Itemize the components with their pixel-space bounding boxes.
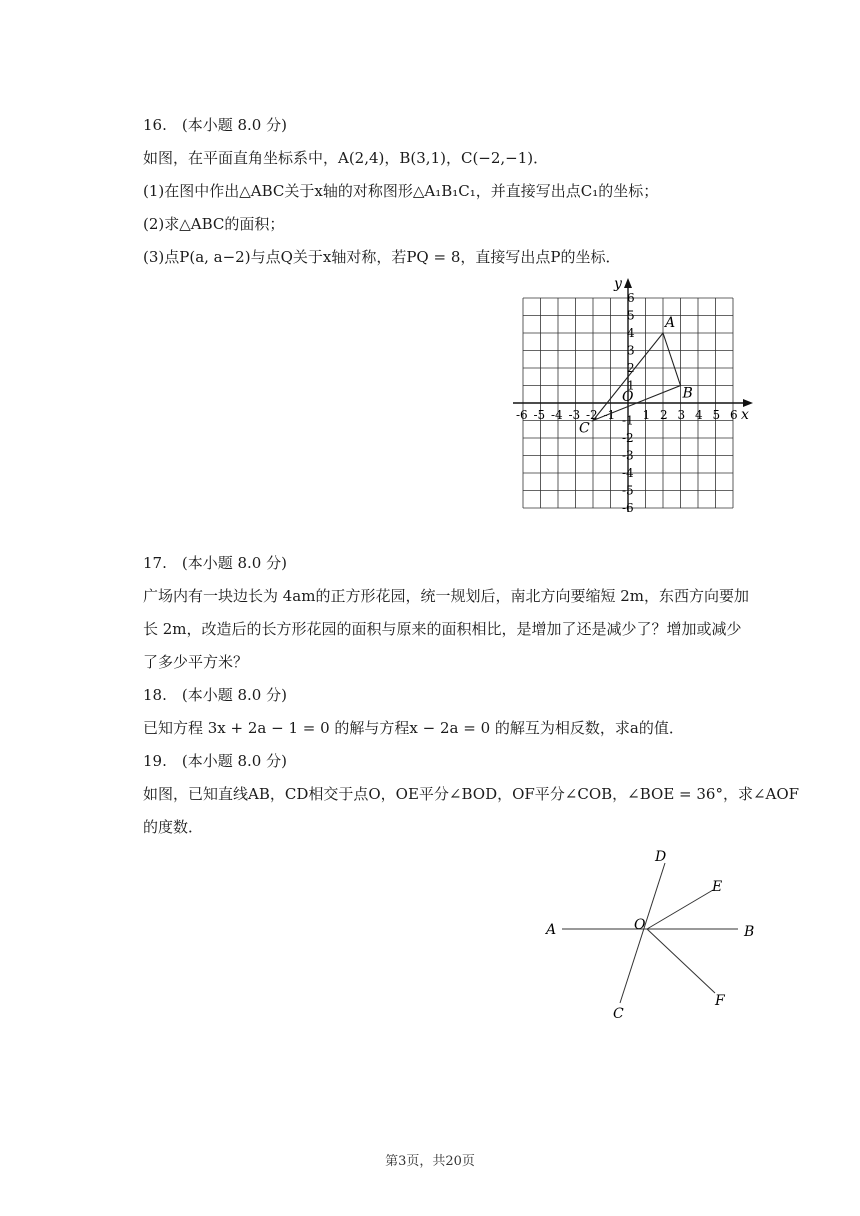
label-d: D <box>655 849 667 865</box>
x-axis-arrow <box>743 399 753 407</box>
origin-label: O <box>622 389 634 405</box>
line-cd <box>620 863 665 1003</box>
q17-header: 17. (本小题 8.0 分) <box>143 554 287 572</box>
q16-header: 16. (本小题 8.0 分) <box>143 116 287 134</box>
x-tick-label: -2 <box>586 408 598 422</box>
ray-of <box>647 929 715 993</box>
q19-line1: 如图，已知直线AB，CD相交于点O，OE平分∠BOD，OF平分∠COB，∠BOE = 36°，求∠AOF <box>143 785 800 803</box>
point-label-c: C <box>579 420 590 437</box>
q18-line1: 已知方程 3x + 2a − 1 = 0 的解与方程x − 2a = 0 的解互为相反数，求a的值． <box>143 719 684 737</box>
q17-line2: 长 2m，改造后的长方形花园的面积与原来的面积相比，是增加了还是减少了？增加或减少 <box>143 620 742 638</box>
x-tick-label: 1 <box>642 408 651 422</box>
x-tick-label: 3 <box>677 408 686 422</box>
y-tick-label: 6 <box>627 291 635 305</box>
q19-header: 19. (本小题 8.0 分) <box>143 752 287 770</box>
q18-header: 18. (本小题 8.0 分) <box>143 686 287 704</box>
x-tick-label: 2 <box>660 408 668 422</box>
x-tick-label: 6 <box>730 408 738 422</box>
label-e: E <box>712 879 723 895</box>
coordinate-grid-figure <box>513 276 763 512</box>
page-footer: 第3页，共20页 <box>385 1154 475 1169</box>
x-tick-label: -4 <box>551 408 563 422</box>
angle-figure <box>540 845 770 1025</box>
q16-part3: (3)点P(a, a−2)与点Q关于x轴对称，若PQ = 8，直接写出点P的坐标． <box>143 248 621 266</box>
y-axis-label: y <box>614 276 622 292</box>
ray-oe <box>647 890 713 929</box>
y-tick-label: 1 <box>627 378 635 393</box>
label-a: A <box>546 922 557 938</box>
y-tick-label: 3 <box>627 343 635 358</box>
y-tick-label: 5 <box>627 308 635 323</box>
point-label-b: B <box>682 385 693 402</box>
q19-line2: 的度数． <box>143 818 204 836</box>
x-tick-label: -1 <box>603 408 616 422</box>
x-axis-label: x <box>741 407 749 423</box>
q17-line3: 了多少平方米？ <box>143 653 249 671</box>
q16-part2: (2)求△ABC的面积； <box>143 215 285 233</box>
x-tick-label: -5 <box>533 408 546 422</box>
x-tick-label: -3 <box>568 408 581 422</box>
q16-part1: (1)在图中作出△ABC关于x轴的对称图形△A₁B₁C₁，并直接写出点C₁的坐标； <box>143 182 659 200</box>
y-tick-label: -5 <box>622 483 634 498</box>
y-axis-arrow <box>624 278 632 288</box>
y-tick-label: -1 <box>622 413 634 428</box>
label-c: C <box>613 1006 624 1022</box>
q16-intro: 如图，在平面直角坐标系中，A(2,4)，B(3,1)，C(−2,−1)． <box>143 149 549 167</box>
y-tick-label: -2 <box>622 431 634 445</box>
y-tick-label: -3 <box>622 448 634 463</box>
x-tick-label: -6 <box>516 408 528 422</box>
point-label-a: A <box>665 315 676 331</box>
label-o: O <box>634 917 646 933</box>
y-tick-label: 4 <box>627 326 635 340</box>
y-tick-label: -4 <box>622 466 634 480</box>
q17-line1: 广场内有一块边长为 4am的正方形花园，统一规划后，南北方向要缩短 2m，东西方向要加 <box>143 587 750 605</box>
label-f: F <box>715 993 725 1009</box>
x-tick-label: 4 <box>695 408 703 422</box>
y-tick-label: -6 <box>622 501 634 512</box>
x-tick-label: 5 <box>712 408 721 422</box>
y-tick-label: 2 <box>627 361 635 375</box>
label-b: B <box>744 924 755 940</box>
